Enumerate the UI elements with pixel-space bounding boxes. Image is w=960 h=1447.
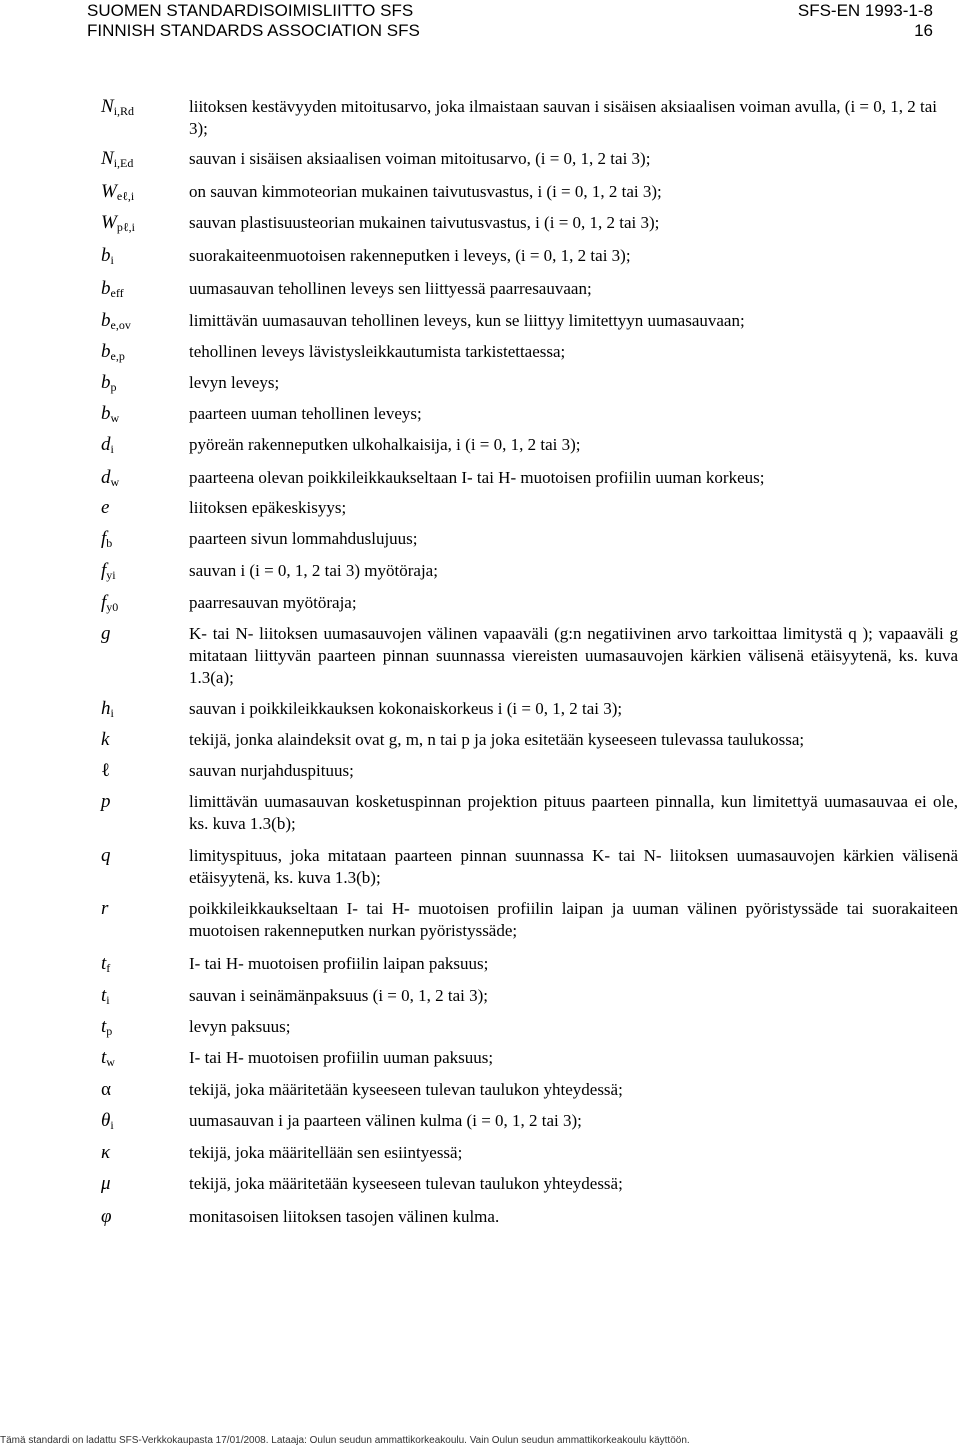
definition-symbol: p (101, 791, 111, 812)
definition-symbol: $\theta_i$ (101, 1110, 114, 1132)
definition-text: tekijä, joka määritellään sen esiintyessä; (189, 1143, 463, 1162)
definition-symbol: $f_{yi}$ (101, 560, 116, 582)
definition-symbol: $t_p$ (101, 1016, 113, 1038)
definition-symbol: $b_i$ (101, 245, 114, 267)
definition-symbol: q (101, 845, 111, 866)
definition-text: paarresauvan myötöraja; (189, 593, 357, 612)
download-notice: Tämä standardi on ladattu SFS-Verkkokaupasta 17/01/2008. Lataaja: Oulun seudun ammattikorkeakoulu. Vain Oulun seudun ammattikorkeakoulu käyttöön. (0, 1435, 690, 1446)
definition-symbol: $b_{e,ov}$ (101, 310, 131, 332)
definition-symbol: α (101, 1079, 111, 1100)
definition-symbol: $W_{p\ell,i}$ (101, 212, 135, 234)
definition-text: sauvan plastisuusteorian mukainen taivutusvastus, i (i = 0, 1, 2 tai 3); (189, 213, 660, 232)
definition-text: tekijä, joka määritetään kyseeseen tulevan taulukon yhteydessä; (189, 1174, 623, 1193)
definition-symbol: μ (101, 1173, 111, 1194)
definition-text: pyöreän rakenneputken ulkohalkaisija, i (i = 0, 1, 2 tai 3); (189, 435, 581, 454)
organization-name-fi: SUOMEN STANDARDISOIMISLIITTO SFS (87, 1, 414, 20)
definition-symbol: $N_{i,Ed}$ (101, 148, 134, 170)
definition-text: I- tai H- muotoisen profiilin uuman paksuus; (189, 1048, 494, 1067)
definition-symbol: $t_i$ (101, 985, 110, 1007)
definition-text: sauvan i sisäisen aksiaalisen voiman mitoitusarvo, (i = 0, 1, 2 tai 3); (189, 149, 651, 168)
definition-text: levyn leveys; (189, 373, 280, 392)
definition-text: poikkileikkaukseltaan I- tai H- muotoisen profiilin laipan ja uuman välinen pyöristyssäde tai suorakaiteen muotoisen rakenneputken nurkan pyöristyssäde; (189, 899, 958, 940)
definition-text: levyn paksuus; (189, 1017, 291, 1036)
definition-symbol: $d_w$ (101, 467, 120, 489)
definition-text: liitoksen kestävyyden mitoitusarvo, joka ilmaistaan sauvan i sisäisen aksiaalisen voiman avulla, (i = 0, 1, 2 tai 3); (189, 97, 937, 138)
definition-text: monitasoisen liitoksen tasojen välinen kulma. (189, 1207, 500, 1226)
definition-symbol: κ (101, 1142, 111, 1163)
page-header (0, 0, 960, 44)
definition-symbol: $f_b$ (101, 528, 113, 550)
definition-symbol: k (101, 729, 110, 750)
definition-text: tekijä, jonka alaindeksit ovat g, m, n tai p ja joka esitetään kyseeseen tulevassa taulukossa; (189, 730, 805, 749)
definition-text: uumasauvan tehollinen leveys sen liittyessä paarresauvaan; (189, 279, 592, 298)
definition-text: sauvan i seinämänpaksuus (i = 0, 1, 2 tai 3); (189, 986, 489, 1005)
definition-symbol: $d_i$ (101, 434, 114, 456)
definition-text: on sauvan kimmoteorian mukainen taivutusvastus, i (i = 0, 1, 2 tai 3); (189, 182, 662, 201)
definition-symbol: ℓ (101, 760, 111, 781)
definition-text: tehollinen leveys lävistysleikkautumista tarkistettaessa; (189, 342, 566, 361)
definition-text: sauvan i poikkileikkauksen kokonaiskorkeus i (i = 0, 1, 2 tai 3); (189, 699, 623, 718)
definition-text: tekijä, joka määritetään kyseeseen tulevan taulukon yhteydessä; (189, 1080, 623, 1099)
definition-text: K- tai N- liitoksen uumasauvojen välinen vapaaväli (g:n negatiivinen arvo tarkoittaa limitystä q ); vapaaväli g mitataan liittyvän paarteen pinnan suunnassa viereisten uumasauvojen kärkien välisenä etäisyytenä, ks. kuva 1.3(a); (189, 624, 958, 687)
definition-symbol: $b_w$ (101, 403, 120, 425)
definition-symbol: g (101, 623, 111, 644)
definition-symbol: $N_{i,Rd}$ (101, 96, 135, 118)
definition-text: limittävän uumasauvan tehollinen leveys, kun se liittyy limitettyyn uumasauvaan; (189, 311, 745, 330)
definition-text: paarteen sivun lommahduslujuus; (189, 529, 418, 548)
definition-text: uumasauvan i ja paarteen välinen kulma (i = 0, 1, 2 tai 3); (189, 1111, 582, 1130)
page-number: 16 (914, 21, 933, 40)
definition-symbol: $t_w$ (101, 1047, 115, 1069)
definition-text: paarteena olevan poikkileikkaukseltaan I- tai H- muotoisen profiilin uuman korkeus; (189, 468, 765, 487)
definition-symbol: $t_f$ (101, 953, 111, 975)
definition-symbol: $b_{eff}$ (101, 278, 124, 300)
definition-text: limityspituus, joka mitataan paarteen pinnan suunnassa K- tai N- liitoksen uumasauvojen kärkien välisenä etäisyytenä, ks. kuva 1.3(b); (189, 846, 958, 887)
definition-symbol: φ (101, 1206, 112, 1227)
organization-name-en: FINNISH STANDARDS ASSOCIATION SFS (87, 21, 420, 40)
definition-symbol: $b_p$ (101, 372, 117, 394)
definition-text: limittävän uumasauvan kosketuspinnan projektion pituus paarteen pinnalla, kun limitettyä uumasauvaa ei ole, ks. kuva 1.3(b); (189, 792, 958, 833)
definition-text: sauvan i (i = 0, 1, 2 tai 3) myötöraja; (189, 561, 438, 580)
definition-text: paarteen uuman tehollinen leveys; (189, 404, 422, 423)
definition-symbol: r (101, 898, 109, 919)
definition-text: sauvan nurjahduspituus; (189, 761, 354, 780)
definition-text: liitoksen epäkeskisyys; (189, 498, 347, 517)
definition-symbol: $W_{e\ell,i}$ (101, 181, 135, 203)
standard-number: SFS-EN 1993-1-8 (797, 1, 933, 20)
definition-symbol: $h_i$ (101, 698, 114, 720)
definition-text: suorakaiteenmuotoisen rakenneputken i leveys, (i = 0, 1, 2 tai 3); (189, 246, 631, 265)
definition-symbol: $b_{e,p}$ (101, 341, 125, 363)
definition-symbol: $f_{y0}$ (101, 592, 119, 614)
definition-text: I- tai H- muotoisen profiilin laipan paksuus; (189, 954, 489, 973)
definition-symbol: e (101, 497, 110, 518)
